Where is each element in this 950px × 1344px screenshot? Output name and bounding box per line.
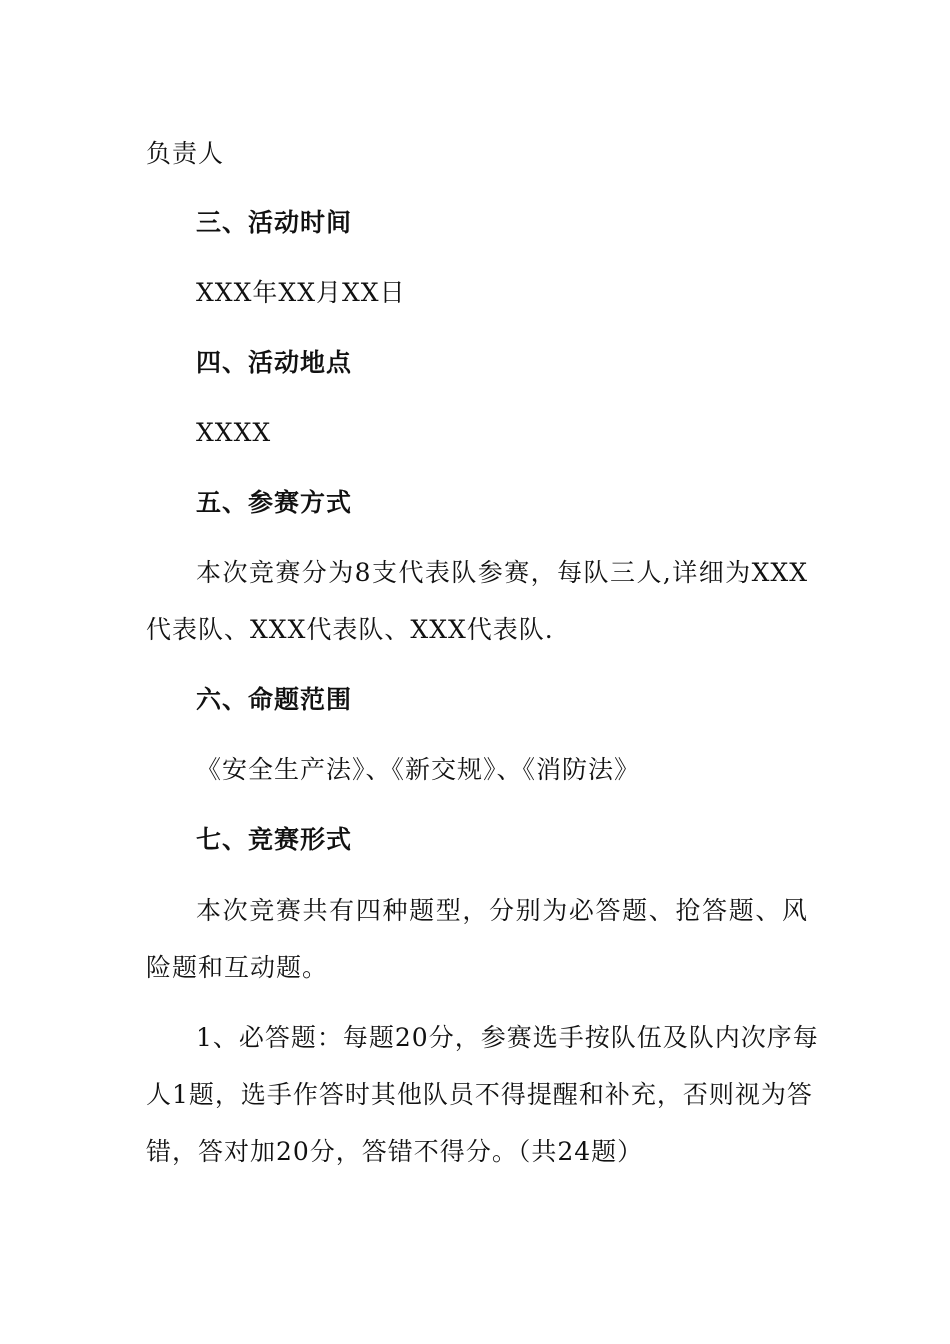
- text-line-format-1: 本次竞赛共有四种题型，分别为必答题、抢答题、风: [196, 896, 808, 925]
- heading-participation-method: 五、参赛方式: [196, 488, 353, 517]
- heading-topic-scope: 六、命题范围: [196, 685, 353, 714]
- text-line-topic-scope: 《安全生产法》、《新交规》、《消防法》: [196, 755, 641, 784]
- heading-activity-time: 三、活动时间: [196, 208, 353, 237]
- text-line-format-2: 险题和互动题。: [146, 953, 329, 982]
- text-line-required-1: 1、必答题：每题20分，参赛选手按队伍及队内次序每: [196, 1023, 819, 1052]
- heading-activity-location: 四、活动地点: [196, 348, 353, 377]
- text-line-location: XXXX: [196, 418, 272, 447]
- text-line-required-3: 错，答对加20分，答错不得分。（共24题）: [146, 1137, 644, 1166]
- text-line-participation-2: 代表队、XXX代表队、XXX代表队.: [146, 615, 554, 644]
- text-line-participation-1: 本次竞赛分为8支代表队参赛，每队三人,详细为XXX: [196, 558, 808, 587]
- heading-competition-format: 七、竞赛形式: [196, 825, 353, 854]
- text-line-required-2: 人1题，选手作答时其他队员不得提醒和补充，否则视为答: [146, 1080, 813, 1109]
- text-line-date: XXX年XX月XX日: [196, 278, 406, 307]
- text-line-responsible: 负责人: [146, 139, 225, 168]
